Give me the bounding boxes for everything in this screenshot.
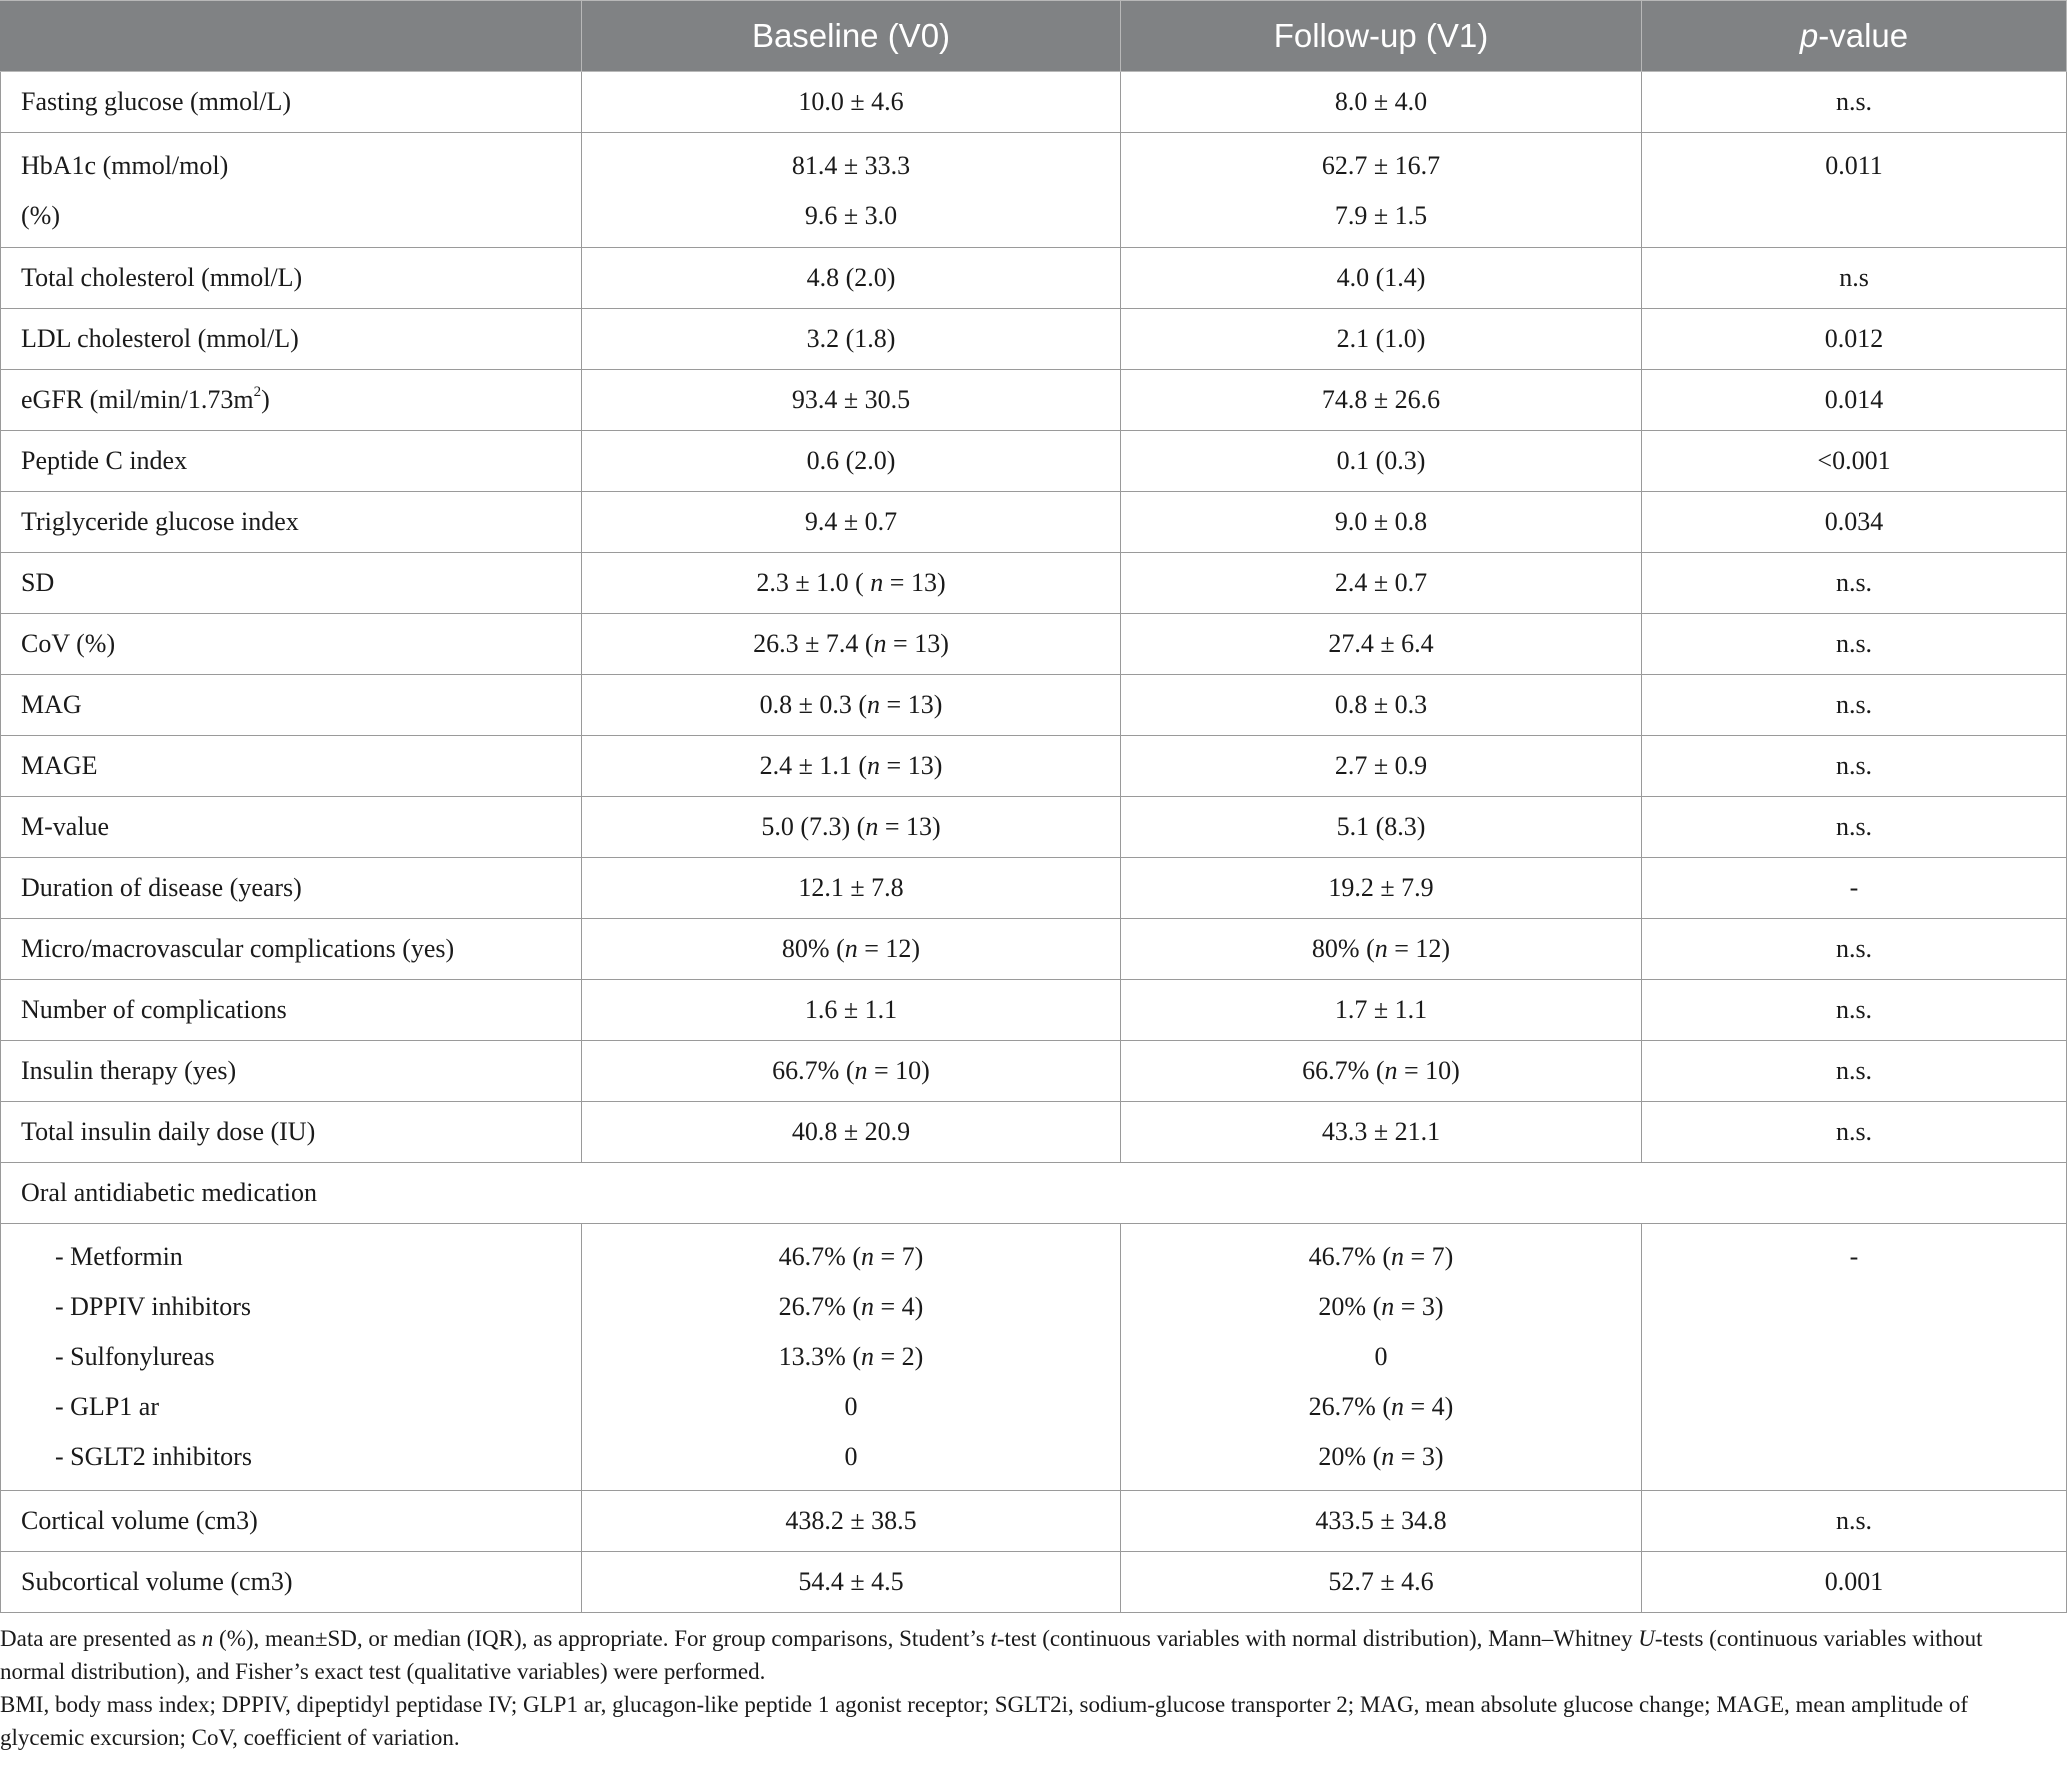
p-value-line: - bbox=[1849, 1242, 1859, 1271]
table-row bbox=[1, 1102, 2067, 1163]
follow-up-value bbox=[1121, 1224, 1642, 1491]
baseline-value: 1.6 ± 1.1 bbox=[582, 980, 1121, 1041]
value-text: = 10) bbox=[867, 1056, 930, 1085]
follow-up-value-line: 7.9 ± 1.5 bbox=[1334, 201, 1428, 230]
baseline-value: 93.4 ± 30.5 bbox=[582, 370, 1121, 431]
sub-row-label: - DPPIV inhibitors bbox=[55, 1292, 251, 1321]
baseline-value bbox=[582, 736, 1121, 797]
follow-up-value: 1.7 ± 1.1 bbox=[1121, 980, 1642, 1041]
table-row bbox=[1, 1041, 2067, 1102]
p-value: n.s. bbox=[1642, 1102, 2067, 1163]
p-value-line: 0.011 bbox=[1825, 151, 1883, 180]
p-value: n.s. bbox=[1642, 72, 2067, 133]
n-symbol: n bbox=[867, 690, 881, 719]
n-symbol: n bbox=[1381, 1292, 1395, 1321]
table-row bbox=[1, 858, 2067, 919]
row-label-text: ) bbox=[261, 385, 270, 414]
value-text: 46.7% ( bbox=[1308, 1242, 1391, 1271]
row-label: Subcortical volume (cm3) bbox=[1, 1552, 582, 1613]
row-label: Micro/macrovascular complications (yes) bbox=[1, 919, 582, 980]
value-text: 46.7% ( bbox=[778, 1242, 861, 1271]
value-text: = 13) bbox=[880, 690, 943, 719]
n-symbol: n bbox=[1391, 1392, 1404, 1421]
row-label bbox=[1, 1224, 582, 1491]
row-label: Insulin therapy (yes) bbox=[1, 1041, 582, 1102]
row-label-text: eGFR (mil/min/1.73m bbox=[21, 385, 254, 414]
table-row bbox=[1, 1552, 2067, 1613]
follow-up-value: 2.7 ± 0.9 bbox=[1121, 736, 1642, 797]
n-symbol: n bbox=[1384, 1056, 1398, 1085]
p-value: 0.001 bbox=[1642, 1552, 2067, 1613]
header-follow-up: Follow-up (V1) bbox=[1121, 1, 1642, 72]
p-value: n.s. bbox=[1642, 614, 2067, 675]
n-symbol: n bbox=[201, 1626, 214, 1651]
baseline-value bbox=[582, 133, 1121, 248]
sub-row-label: - SGLT2 inhibitors bbox=[55, 1442, 252, 1471]
value-text: 66.7% ( bbox=[1302, 1056, 1385, 1085]
table-row bbox=[1, 1224, 2067, 1491]
header-variable bbox=[1, 1, 582, 72]
baseline-value-line: 0 bbox=[844, 1392, 858, 1421]
baseline-value-line bbox=[582, 1332, 1120, 1382]
row-label: Fasting glucose (mmol/L) bbox=[1, 72, 582, 133]
baseline-value-line: 9.6 ± 3.0 bbox=[804, 201, 898, 230]
value-text: = 12) bbox=[857, 934, 921, 963]
baseline-value bbox=[582, 919, 1121, 980]
follow-up-value: 2.1 (1.0) bbox=[1121, 309, 1642, 370]
follow-up-value bbox=[1121, 1041, 1642, 1102]
baseline-value: 0.6 (2.0) bbox=[582, 431, 1121, 492]
value-text: 5.0 (7.3) ( bbox=[761, 812, 866, 841]
value-text: 66.7% ( bbox=[772, 1056, 855, 1085]
table-row bbox=[1, 553, 2067, 614]
p-value: 0.014 bbox=[1642, 370, 2067, 431]
baseline-value: 4.8 (2.0) bbox=[582, 248, 1121, 309]
sub-row-label: - GLP1 ar bbox=[55, 1392, 159, 1421]
value-text: 26.7% ( bbox=[1308, 1392, 1391, 1421]
baseline-value bbox=[582, 614, 1121, 675]
value-text: 20% ( bbox=[1318, 1292, 1382, 1321]
n-symbol: n bbox=[1374, 934, 1388, 963]
value-text: = 13) bbox=[880, 751, 943, 780]
baseline-value-line bbox=[582, 1232, 1120, 1282]
value-text: 2.3 ± 1.0 ( bbox=[756, 568, 871, 597]
table-row bbox=[1, 370, 2067, 431]
follow-up-value: 43.3 ± 21.1 bbox=[1121, 1102, 1642, 1163]
row-label: SD bbox=[1, 553, 582, 614]
follow-up-value-line bbox=[1121, 1432, 1641, 1482]
row-label bbox=[1, 370, 582, 431]
baseline-value: 9.4 ± 0.7 bbox=[582, 492, 1121, 553]
value-text: = 10) bbox=[1397, 1056, 1460, 1085]
section-label: Oral antidiabetic medication bbox=[1, 1163, 2067, 1224]
row-label: LDL cholesterol (mmol/L) bbox=[1, 309, 582, 370]
p-value: n.s bbox=[1642, 248, 2067, 309]
baseline-value bbox=[582, 553, 1121, 614]
value-text: = 7) bbox=[874, 1242, 924, 1271]
row-label-line: HbA1c (mmol/mol) bbox=[21, 151, 229, 180]
footnote-text: Data are presented as bbox=[0, 1626, 202, 1651]
table-row bbox=[1, 797, 2067, 858]
baseline-value bbox=[582, 797, 1121, 858]
table-header-row bbox=[1, 1, 2067, 72]
follow-up-value: 4.0 (1.4) bbox=[1121, 248, 1642, 309]
p-value bbox=[1642, 1224, 2067, 1491]
baseline-value: 3.2 (1.8) bbox=[582, 309, 1121, 370]
value-text: = 13) bbox=[878, 812, 941, 841]
row-label: MAG bbox=[1, 675, 582, 736]
t-symbol: t bbox=[990, 1626, 997, 1651]
header-p-value bbox=[1642, 1, 2067, 72]
follow-up-value bbox=[1121, 919, 1642, 980]
baseline-value bbox=[582, 1041, 1121, 1102]
row-label: MAGE bbox=[1, 736, 582, 797]
table-row bbox=[1, 492, 2067, 553]
baseline-value bbox=[582, 1224, 1121, 1491]
table-row bbox=[1, 72, 2067, 133]
n-symbol: n bbox=[861, 1342, 874, 1371]
p-value: 0.012 bbox=[1642, 309, 2067, 370]
value-text: = 3) bbox=[1394, 1442, 1444, 1471]
value-text: 20% ( bbox=[1318, 1442, 1382, 1471]
follow-up-value: 8.0 ± 4.0 bbox=[1121, 72, 1642, 133]
n-symbol: n bbox=[873, 629, 887, 658]
value-text: = 13) bbox=[886, 629, 949, 658]
value-text: 0.8 ± 0.3 ( bbox=[759, 690, 868, 719]
p-value: n.s. bbox=[1642, 980, 2067, 1041]
p-value: <0.001 bbox=[1642, 431, 2067, 492]
n-symbol: n bbox=[1381, 1442, 1395, 1471]
n-symbol: n bbox=[1391, 1242, 1404, 1271]
row-label: Duration of disease (years) bbox=[1, 858, 582, 919]
follow-up-value: 52.7 ± 4.6 bbox=[1121, 1552, 1642, 1613]
sub-row-label: - Metformin bbox=[55, 1242, 183, 1271]
value-text: = 4) bbox=[874, 1292, 924, 1321]
p-value: n.s. bbox=[1642, 919, 2067, 980]
p-value: - bbox=[1642, 858, 2067, 919]
value-text: 80% ( bbox=[781, 934, 845, 963]
value-text: = 13) bbox=[883, 568, 946, 597]
row-label: Total cholesterol (mmol/L) bbox=[1, 248, 582, 309]
u-symbol: U bbox=[1638, 1626, 1655, 1651]
follow-up-value: 27.4 ± 6.4 bbox=[1121, 614, 1642, 675]
follow-up-value-line: 62.7 ± 16.7 bbox=[1321, 151, 1441, 180]
row-label bbox=[1, 133, 582, 248]
table-row bbox=[1, 980, 2067, 1041]
table-row bbox=[1, 736, 2067, 797]
table-footnotes bbox=[0, 1622, 2050, 1754]
n-symbol: n bbox=[865, 812, 879, 841]
follow-up-value: 0.8 ± 0.3 bbox=[1121, 675, 1642, 736]
p-value: n.s. bbox=[1642, 553, 2067, 614]
value-text: 2.4 ± 1.1 ( bbox=[759, 751, 868, 780]
value-text: = 12) bbox=[1387, 934, 1451, 963]
follow-up-value-line bbox=[1121, 1232, 1641, 1282]
row-label: Total insulin daily dose (IU) bbox=[1, 1102, 582, 1163]
footnote-text: (%), mean±SD, or median (IQR), as appropriate. For group comparisons, Student’s bbox=[213, 1626, 991, 1651]
baseline-value: 12.1 ± 7.8 bbox=[582, 858, 1121, 919]
baseline-value: 54.4 ± 4.5 bbox=[582, 1552, 1121, 1613]
value-text: = 7) bbox=[1404, 1242, 1454, 1271]
value-text: 80% ( bbox=[1311, 934, 1375, 963]
baseline-value-line: 81.4 ± 33.3 bbox=[791, 151, 911, 180]
n-symbol: n bbox=[861, 1242, 874, 1271]
footnote-text: -tests (continuous variables without normal distribution), and Fisher’s exact test (qualitative variables) were performed. bbox=[0, 1626, 1983, 1684]
row-label: M-value bbox=[1, 797, 582, 858]
table-row bbox=[1, 431, 2067, 492]
value-text: 26.3 ± 7.4 ( bbox=[753, 629, 874, 658]
table-section-row bbox=[1, 1163, 2067, 1224]
baseline-value: 438.2 ± 38.5 bbox=[582, 1491, 1121, 1552]
baseline-value: 40.8 ± 20.9 bbox=[582, 1102, 1121, 1163]
follow-up-value: 2.4 ± 0.7 bbox=[1121, 553, 1642, 614]
row-label-line: (%) bbox=[21, 201, 60, 230]
header-p-italic: p bbox=[1799, 17, 1819, 54]
n-symbol: n bbox=[844, 934, 858, 963]
p-value: n.s. bbox=[1642, 797, 2067, 858]
n-symbol: n bbox=[870, 568, 884, 597]
header-p-rest: -value bbox=[1818, 17, 1909, 54]
row-label: Triglyceride glucose index bbox=[1, 492, 582, 553]
baseline-value bbox=[582, 675, 1121, 736]
footnote-methods bbox=[0, 1622, 2050, 1688]
value-text: 26.7% ( bbox=[778, 1292, 861, 1321]
row-label: Peptide C index bbox=[1, 431, 582, 492]
follow-up-value-line: 0 bbox=[1374, 1342, 1388, 1371]
header-baseline: Baseline (V0) bbox=[582, 1, 1121, 72]
baseline-value-line: 0 bbox=[844, 1442, 858, 1471]
baseline-value-line bbox=[582, 1282, 1120, 1332]
p-value: 0.034 bbox=[1642, 492, 2067, 553]
p-value: n.s. bbox=[1642, 1491, 2067, 1552]
table-row bbox=[1, 133, 2067, 248]
follow-up-value: 433.5 ± 34.8 bbox=[1121, 1491, 1642, 1552]
follow-up-value: 9.0 ± 0.8 bbox=[1121, 492, 1642, 553]
value-text: 13.3% ( bbox=[778, 1342, 861, 1371]
follow-up-value: 0.1 (0.3) bbox=[1121, 431, 1642, 492]
value-text: = 4) bbox=[1404, 1392, 1454, 1421]
n-symbol: n bbox=[854, 1056, 868, 1085]
footnote-text: -test (continuous variables with normal distribution), Mann–Whitney bbox=[996, 1626, 1639, 1651]
row-label: CoV (%) bbox=[1, 614, 582, 675]
row-label: Number of complications bbox=[1, 980, 582, 1041]
sub-row-label: - Sulfonylureas bbox=[55, 1342, 215, 1371]
n-symbol: n bbox=[867, 751, 881, 780]
p-value: n.s. bbox=[1642, 675, 2067, 736]
table-row bbox=[1, 1491, 2067, 1552]
superscript: 2 bbox=[253, 384, 262, 400]
value-text: = 2) bbox=[874, 1342, 924, 1371]
baseline-value: 10.0 ± 4.6 bbox=[582, 72, 1121, 133]
follow-up-value-line bbox=[1121, 1282, 1641, 1332]
follow-up-value: 5.1 (8.3) bbox=[1121, 797, 1642, 858]
table-row bbox=[1, 919, 2067, 980]
follow-up-value: 74.8 ± 26.6 bbox=[1121, 370, 1642, 431]
follow-up-value-line bbox=[1121, 1382, 1641, 1432]
p-value: n.s. bbox=[1642, 736, 2067, 797]
row-label: Cortical volume (cm3) bbox=[1, 1491, 582, 1552]
follow-up-value bbox=[1121, 133, 1642, 248]
p-value bbox=[1642, 133, 2067, 248]
table-row bbox=[1, 248, 2067, 309]
p-value: n.s. bbox=[1642, 1041, 2067, 1102]
table-row bbox=[1, 675, 2067, 736]
table-row bbox=[1, 309, 2067, 370]
n-symbol: n bbox=[861, 1292, 874, 1321]
footnote-abbreviations: BMI, body mass index; DPPIV, dipeptidyl peptidase IV; GLP1 ar, glucagon-like peptide 1 agonist receptor; SGLT2i, sodium-glucose transporter 2; MAG, mean absolute glucose change; MAGE, mean amplitude of glycemic excursion; CoV, coefficient of variation. bbox=[0, 1692, 1968, 1750]
value-text: = 3) bbox=[1394, 1292, 1444, 1321]
table-row bbox=[1, 614, 2067, 675]
follow-up-value: 19.2 ± 7.9 bbox=[1121, 858, 1642, 919]
